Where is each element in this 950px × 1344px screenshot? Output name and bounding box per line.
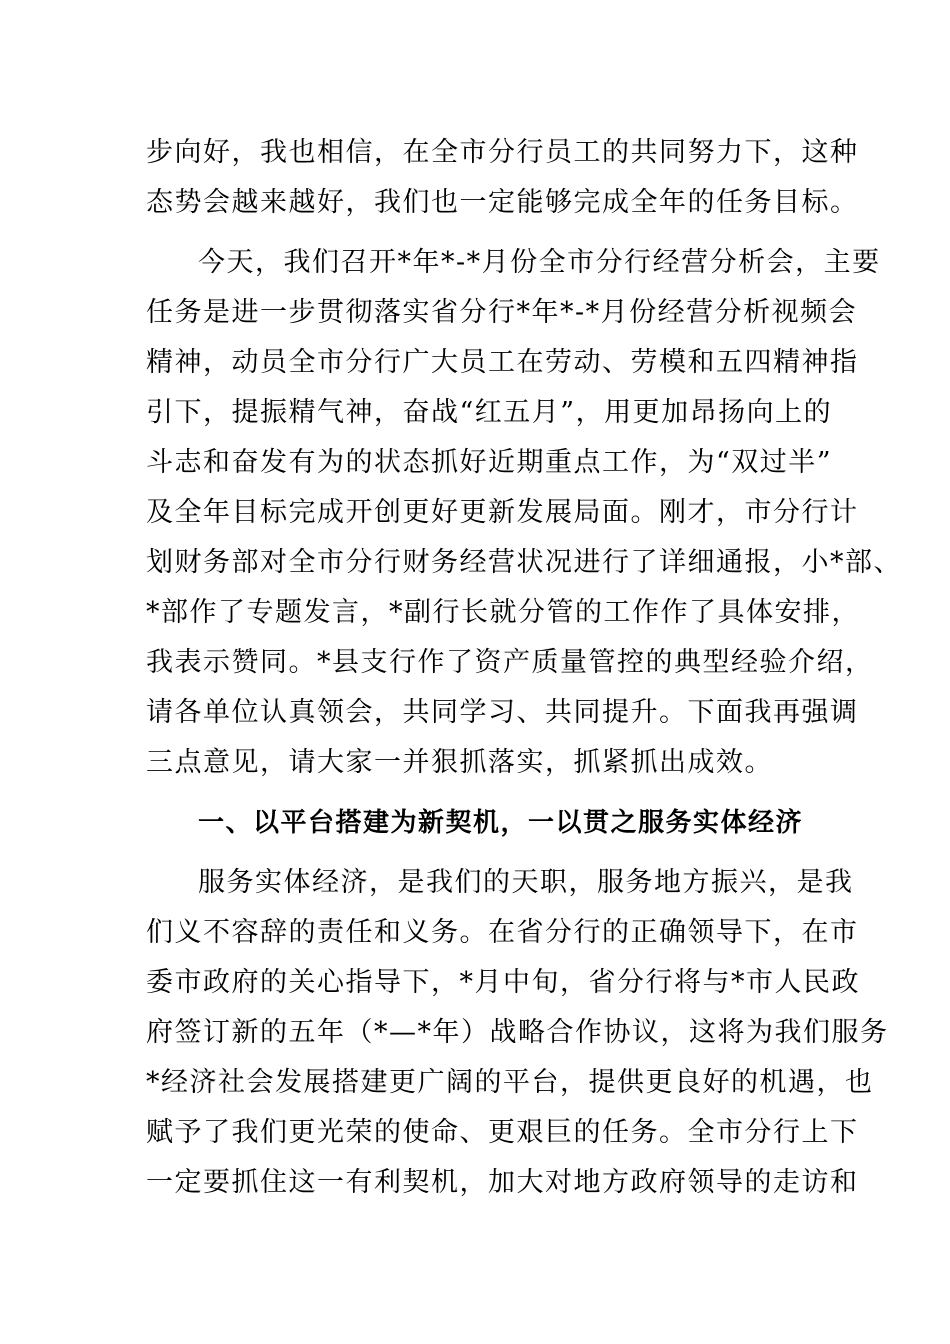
text-line: *部作了专题发言，*副行长就分管的工作作了具体安排， bbox=[146, 597, 860, 628]
text-line: 三点意见，请大家一并狠抓落实，抓紧抓出成效。 bbox=[146, 747, 773, 778]
text-line: 请各单位认真领会，共同学习、共同提升。下面我再强调 bbox=[146, 697, 859, 728]
document-body bbox=[146, 128, 902, 1218]
text-line: 今天，我们召开*年*-*月份全市分行经营分析会，主要 bbox=[198, 247, 881, 278]
section-heading: 一、以平台搭建为新契机，一以贯之服务实体经济 bbox=[198, 808, 804, 838]
text-line: 及全年目标完成开创更好更新发展局面。刚才，市分行计 bbox=[146, 497, 859, 528]
text-line: 服务实体经济，是我们的天职，服务地方振兴，是我 bbox=[198, 867, 854, 898]
text-line: 一定要抓住这一有利契机，加大对地方政府领导的走访和 bbox=[146, 1167, 859, 1198]
text-line: 赋予了我们更光荣的使命、更艰巨的任务。全市分行上下 bbox=[146, 1117, 859, 1148]
text-line: *经济社会发展搭建更广阔的平台，提供更良好的机遇，也 bbox=[146, 1067, 874, 1098]
text-line: 我表示赞同。*县支行作了资产质量管控的典型经验介绍， bbox=[146, 647, 874, 678]
text-line: 精神，动员全市分行广大员工在劳动、劳模和五四精神指 bbox=[146, 347, 859, 378]
text-line: 任务是进一步贯彻落实省分行*年*-*月份经营分析视频会 bbox=[146, 297, 858, 328]
paragraph-meeting-intro bbox=[146, 238, 902, 788]
text-line: 态势会越来越好，我们也一定能够完成全年的任务目标。 bbox=[146, 187, 859, 218]
text-line: 委市政府的关心指导下，*月中旬，省分行将与*市人民政 bbox=[146, 967, 860, 998]
text-line: 引下，提振精气神，奋战“红五月”，用更加昂扬向上的 bbox=[146, 397, 833, 428]
text-line: 们义不容辞的责任和义务。在省分行的正确领导下，在市 bbox=[146, 917, 859, 948]
text-line: 府签订新的五年（*—*年）战略合作协议，这将为我们服务 bbox=[146, 1017, 889, 1048]
text-line: 划财务部对全市分行财务经营状况进行了详细通报，小*部、 bbox=[146, 547, 902, 578]
text-line: 斗志和奋发有为的状态抓好近期重点工作，为“双过半” bbox=[146, 447, 833, 478]
text-line: 步向好，我也相信，在全市分行员工的共同努力下，这种 bbox=[146, 137, 859, 168]
paragraph-real-economy bbox=[146, 858, 889, 1208]
paragraph-continuation bbox=[146, 128, 859, 228]
